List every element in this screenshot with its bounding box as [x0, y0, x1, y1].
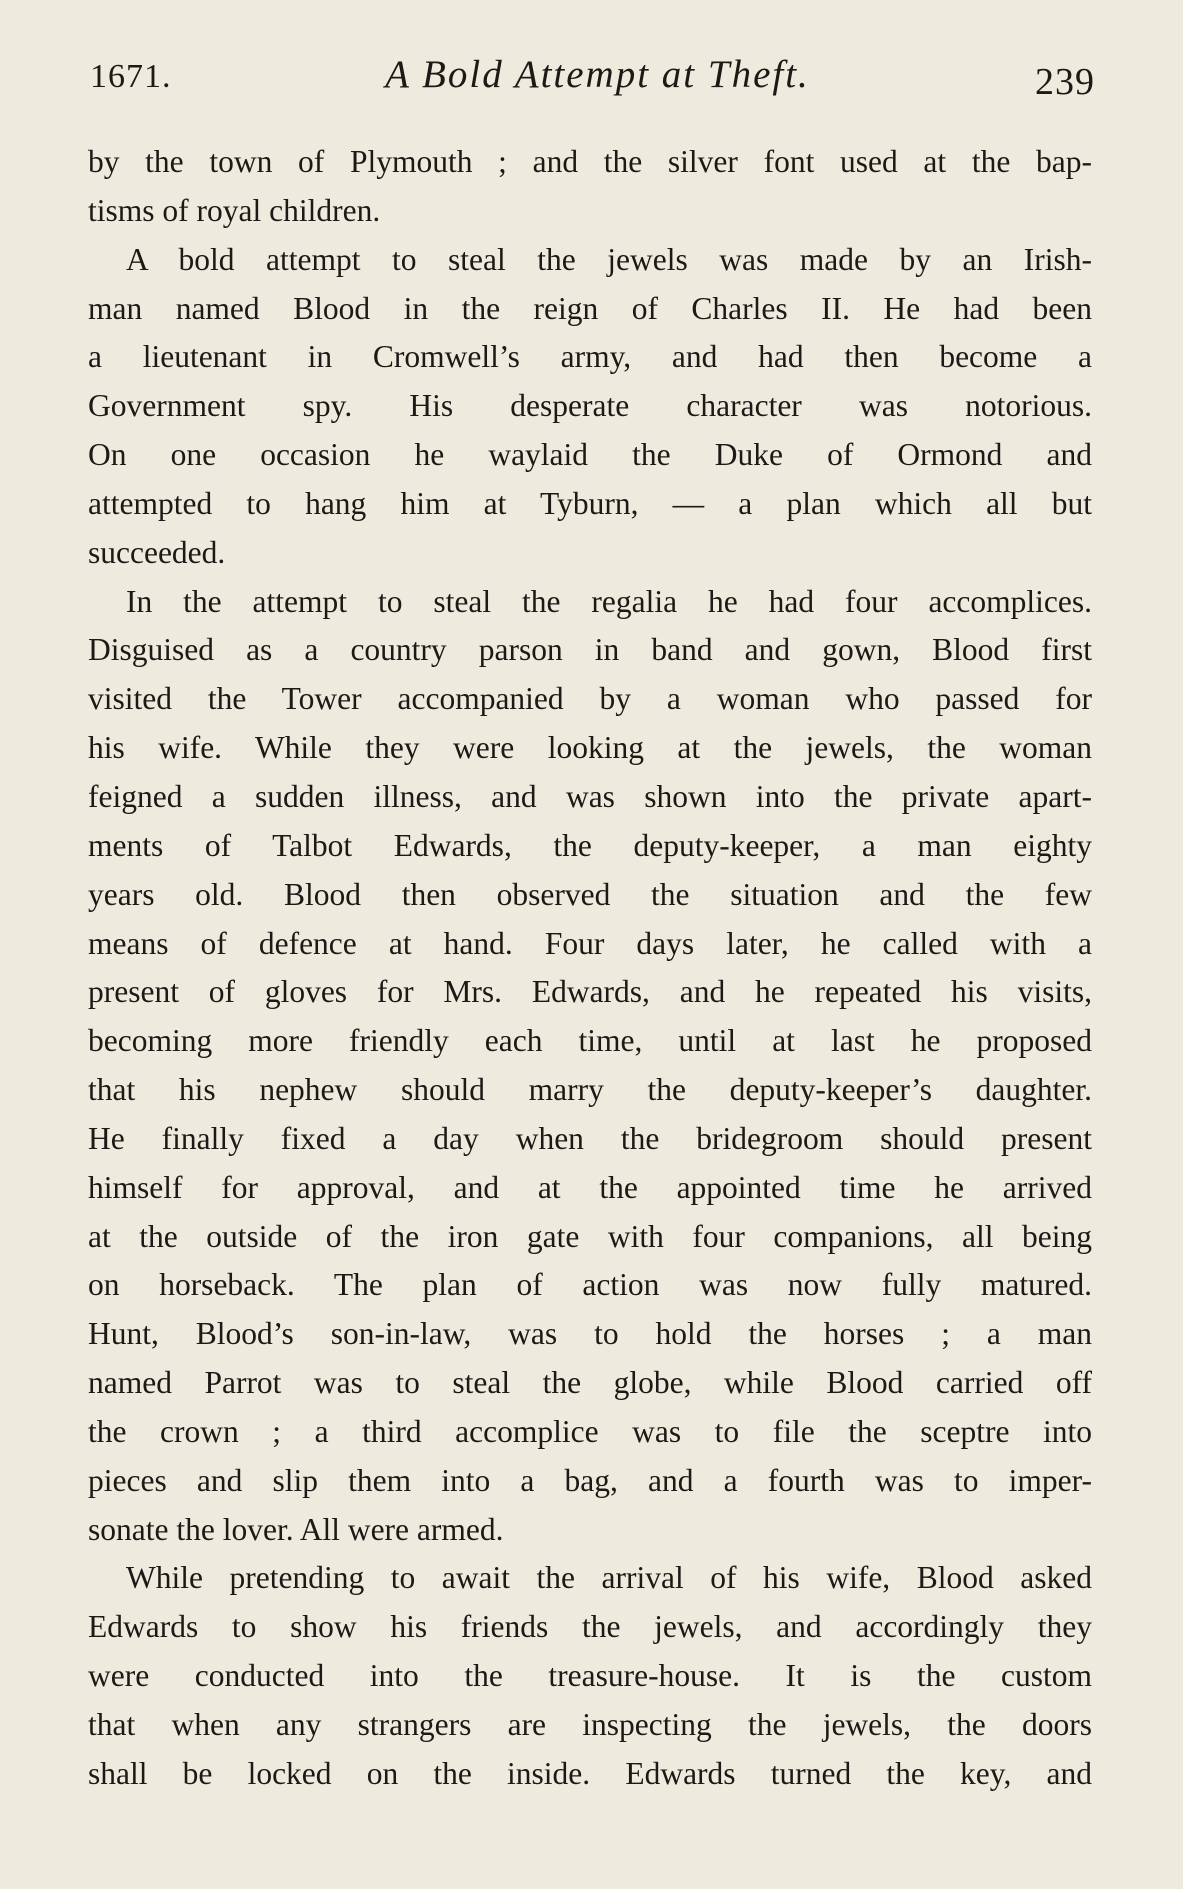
text-line: In the attempt to steal the regalia he had four accomplices.	[126, 583, 1092, 619]
text-line: means of defence at hand. Four days later, he called with a	[88, 925, 1092, 961]
text-line: himself for approval, and at the appointed time he arrived	[88, 1169, 1092, 1205]
text-line: Government spy. His desperate character was notorious.	[88, 388, 1092, 424]
text-line: On one occasion he waylaid the Duke of Ormond and	[88, 437, 1092, 473]
text-line: a lieutenant in Cromwell’s army, and had then become a	[88, 339, 1092, 375]
text-line: A bold attempt to steal the jewels was made by an Irish-	[126, 241, 1092, 277]
text-line: his wife. While they were looking at the jewels, the woman	[88, 730, 1092, 766]
header-year: 1671.	[90, 58, 172, 95]
text-line: becoming more friendly each time, until at last he proposed	[88, 1023, 1092, 1059]
body-text	[88, 138, 1092, 1799]
text-line: Disguised as a country parson in band and gown, Blood first	[88, 632, 1092, 668]
text-line: present of gloves for Mrs. Edwards, and he repeated his visits,	[88, 974, 1092, 1010]
text-line: shall be locked on the inside. Edwards turned the key, and	[88, 1755, 1092, 1791]
text-line: tisms of royal children.	[88, 192, 381, 228]
text-line: that when any strangers are inspecting the jewels, the doors	[88, 1707, 1092, 1742]
page-number: 239	[1035, 61, 1095, 103]
text-line: sonate the lover. All were armed.	[88, 1511, 504, 1547]
running-header	[90, 52, 1095, 112]
text-line: were conducted into the treasure-house. It is the custom	[88, 1658, 1092, 1694]
text-line: While pretending to await the arrival of his wife, Blood asked	[126, 1560, 1092, 1596]
text-line: Edwards to show his friends the jewels, and accordingly they	[88, 1609, 1092, 1645]
text-line: attempted to hang him at Tyburn, — a plan which all but	[88, 485, 1092, 521]
text-line: pieces and slip them into a bag, and a fourth was to imper-	[88, 1462, 1092, 1498]
text-line: at the outside of the iron gate with four companions, all being	[88, 1218, 1092, 1254]
text-line: by the town of Plymouth ; and the silver font used at the bap-	[88, 144, 1092, 179]
text-line: man named Blood in the reign of Charles II. He had been	[88, 290, 1092, 326]
text-line: succeeded.	[88, 534, 226, 570]
text-line: the crown ; a third accomplice was to file the sceptre into	[88, 1413, 1092, 1449]
text-line: named Parrot was to steal the globe, while Blood carried off	[88, 1365, 1092, 1401]
text-line: ments of Talbot Edwards, the deputy-keeper, a man eighty	[88, 827, 1092, 863]
text-line: He finally fixed a day when the bridegroom should present	[88, 1120, 1092, 1156]
text-line: visited the Tower accompanied by a woman who passed for	[88, 681, 1092, 717]
text-line: years old. Blood then observed the situation and the few	[88, 876, 1092, 912]
text-line: on horseback. The plan of action was now fully matured.	[88, 1267, 1092, 1303]
running-title: A Bold Attempt at Theft.	[385, 53, 810, 96]
text-line: that his nephew should marry the deputy-keeper’s daughter.	[88, 1072, 1092, 1108]
text-line: feigned a sudden illness, and was shown into the private apart-	[88, 778, 1092, 814]
text-line: Hunt, Blood’s son-in-law, was to hold the horses ; a man	[88, 1316, 1092, 1352]
